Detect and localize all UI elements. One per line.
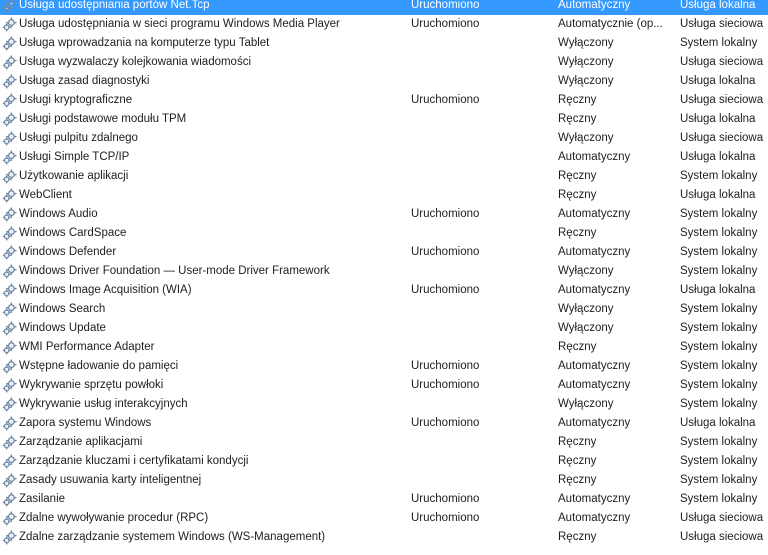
service-startup-type: Automatyczny (558, 512, 631, 524)
service-logon-as: System lokalny (680, 170, 758, 182)
service-startup-type: Automatyczny (558, 208, 631, 220)
service-startup-type: Ręczny (558, 455, 597, 467)
service-status: Uruchomiono (411, 379, 480, 391)
service-logon-as: Usługa sieciowa (680, 94, 764, 106)
service-row[interactable] (0, 414, 768, 433)
service-startup-type: Wyłączony (558, 132, 614, 144)
service-name: Zarządzanie aplikacjami (19, 436, 143, 448)
service-logon-as: Usługa lokalna (680, 189, 756, 201)
service-name: Wykrywanie usług interakcyjnych (19, 398, 188, 410)
service-startup-type: Automatyczny (558, 360, 631, 372)
service-row[interactable] (0, 528, 768, 547)
service-logon-as: System lokalny (680, 303, 758, 315)
service-logon-as: Usługa sieciowa (680, 531, 764, 543)
service-name: Zdalne wywoływanie procedur (RPC) (19, 512, 209, 524)
service-name: Usługa zasad diagnostyki (19, 75, 150, 87)
service-row[interactable] (0, 129, 768, 148)
service-startup-type: Wyłączony (558, 398, 614, 410)
gears-icon (2, 302, 17, 317)
service-startup-type: Ręczny (558, 227, 597, 239)
service-logon-as: System lokalny (680, 379, 758, 391)
service-startup-type: Wyłączony (558, 322, 614, 334)
service-name: Windows Driver Foundation — User-mode Driver Framework (19, 265, 330, 277)
service-row[interactable] (0, 34, 768, 53)
service-name: Usługi Simple TCP/IP (19, 151, 130, 163)
service-logon-as: System lokalny (680, 398, 758, 410)
service-name: Wstępne ładowanie do pamięci (19, 360, 179, 372)
service-startup-type: Automatycznie (op... (558, 18, 663, 30)
service-startup-type: Wyłączony (558, 265, 614, 277)
gears-icon (2, 397, 17, 412)
service-logon-as: System lokalny (680, 208, 758, 220)
gears-icon (2, 226, 17, 241)
gears-icon (2, 378, 17, 393)
service-startup-type: Automatyczny (558, 417, 631, 429)
gears-icon (2, 283, 17, 298)
gears-icon (2, 74, 17, 89)
service-startup-type: Automatyczny (558, 151, 631, 163)
service-startup-type: Ręczny (558, 436, 597, 448)
service-name: Usługi pulpitu zdalnego (19, 132, 138, 144)
service-row[interactable] (0, 167, 768, 186)
service-name: Zarządzanie kluczami i certyfikatami kondycji (19, 455, 249, 467)
service-row[interactable] (0, 205, 768, 224)
service-row[interactable] (0, 395, 768, 414)
service-name: Zdalne zarządzanie systemem Windows (WS-Management) (19, 531, 326, 543)
service-row[interactable] (0, 15, 768, 34)
service-row[interactable] (0, 243, 768, 262)
service-row[interactable] (0, 490, 768, 509)
service-status: Uruchomiono (411, 94, 480, 106)
service-name: Windows Defender (19, 246, 117, 258)
service-logon-as: Usługa lokalna (680, 151, 756, 163)
gears-icon (2, 0, 17, 13)
service-row[interactable] (0, 262, 768, 281)
gears-icon (2, 150, 17, 165)
service-logon-as: System lokalny (680, 227, 758, 239)
service-row[interactable] (0, 471, 768, 490)
service-name: Zapora systemu Windows (19, 417, 152, 429)
service-logon-as: Usługa sieciowa (680, 18, 764, 30)
service-row[interactable] (0, 110, 768, 129)
service-status: Uruchomiono (411, 360, 480, 372)
service-name: Windows CardSpace (19, 227, 127, 239)
service-status: Uruchomiono (411, 0, 480, 11)
gears-icon (2, 340, 17, 355)
gears-icon (2, 435, 17, 450)
gears-icon (2, 207, 17, 222)
service-status: Uruchomiono (411, 512, 480, 524)
service-name: Usługa wyzwalaczy kolejkowania wiadomości (19, 56, 252, 68)
service-row[interactable] (0, 72, 768, 91)
service-status: Uruchomiono (411, 417, 480, 429)
service-row[interactable] (0, 91, 768, 110)
service-logon-as: System lokalny (680, 360, 758, 372)
service-status: Uruchomiono (411, 246, 480, 258)
service-name: Windows Audio (19, 208, 98, 220)
service-row[interactable] (0, 338, 768, 357)
gears-icon (2, 93, 17, 108)
gears-icon (2, 169, 17, 184)
gears-icon (2, 321, 17, 336)
service-name: Wykrywanie sprzętu powłoki (19, 379, 164, 391)
gears-icon (2, 454, 17, 469)
service-name: Usługa wprowadzania na komputerze typu Tablet (19, 37, 270, 49)
service-logon-as: System lokalny (680, 37, 758, 49)
service-name: Usługa udostępniania w sieci programu Windows Media Player (19, 18, 340, 30)
service-row[interactable] (0, 186, 768, 205)
service-name: Usługi podstawowe modułu TPM (19, 113, 187, 125)
service-startup-type: Automatyczny (558, 284, 631, 296)
service-name: Usługi kryptograficzne (19, 94, 133, 106)
gears-icon (2, 359, 17, 374)
service-name: WMI Performance Adapter (19, 341, 155, 353)
service-status: Uruchomiono (411, 493, 480, 505)
service-logon-as: Usługa sieciowa (680, 132, 764, 144)
service-row[interactable] (0, 357, 768, 376)
gears-icon (2, 416, 17, 431)
service-name: Usługa udostępniania portów Net.Tcp (19, 0, 210, 11)
service-startup-type: Ręczny (558, 531, 597, 543)
gears-icon (2, 131, 17, 146)
service-row[interactable] (0, 148, 768, 167)
service-logon-as: System lokalny (680, 474, 758, 486)
gears-icon (2, 55, 17, 70)
service-name: WebClient (19, 189, 72, 201)
service-logon-as: Usługa lokalna (680, 284, 756, 296)
service-startup-type: Automatyczny (558, 246, 631, 258)
service-row[interactable] (0, 433, 768, 452)
service-logon-as: Usługa sieciowa (680, 56, 764, 68)
service-status: Uruchomiono (411, 208, 480, 220)
service-logon-as: Usługa lokalna (680, 0, 756, 11)
service-status: Uruchomiono (411, 18, 480, 30)
service-name: Windows Image Acquisition (WIA) (19, 284, 192, 296)
gears-icon (2, 530, 17, 545)
service-startup-type: Wyłączony (558, 303, 614, 315)
service-name: Windows Update (19, 322, 106, 334)
service-name: Zasilanie (19, 493, 66, 505)
gears-icon (2, 473, 17, 488)
service-logon-as: System lokalny (680, 322, 758, 334)
gears-icon (2, 245, 17, 260)
service-status: Uruchomiono (411, 284, 480, 296)
service-startup-type: Automatyczny (558, 493, 631, 505)
service-startup-type: Wyłączony (558, 37, 614, 49)
service-startup-type: Ręczny (558, 341, 597, 353)
service-row[interactable] (0, 0, 768, 15)
service-name: Użytkowanie aplikacji (19, 170, 129, 182)
service-startup-type: Ręczny (558, 474, 597, 486)
service-logon-as: System lokalny (680, 265, 758, 277)
service-row[interactable] (0, 509, 768, 528)
service-row[interactable] (0, 319, 768, 338)
gears-icon (2, 112, 17, 127)
service-logon-as: Usługa lokalna (680, 113, 756, 125)
service-startup-type: Ręczny (558, 189, 597, 201)
service-logon-as: Usługa lokalna (680, 417, 756, 429)
gears-icon (2, 17, 17, 32)
service-logon-as: Usługa lokalna (680, 75, 756, 87)
gears-icon (2, 511, 17, 526)
service-row[interactable] (0, 452, 768, 471)
gears-icon (2, 36, 17, 51)
service-name: Windows Search (19, 303, 106, 315)
service-logon-as: Usługa sieciowa (680, 512, 764, 524)
service-logon-as: System lokalny (680, 436, 758, 448)
service-name: Zasady usuwania karty inteligentnej (19, 474, 202, 486)
service-row[interactable] (0, 300, 768, 319)
service-startup-type: Automatyczny (558, 379, 631, 391)
service-row[interactable] (0, 224, 768, 243)
service-startup-type: Wyłączony (558, 56, 614, 68)
gears-icon (2, 264, 17, 279)
service-logon-as: System lokalny (680, 341, 758, 353)
service-startup-type: Ręczny (558, 94, 597, 106)
gears-icon (2, 492, 17, 507)
service-logon-as: System lokalny (680, 246, 758, 258)
service-logon-as: System lokalny (680, 493, 758, 505)
service-row[interactable] (0, 53, 768, 72)
service-logon-as: System lokalny (680, 455, 758, 467)
service-startup-type: Wyłączony (558, 75, 614, 87)
gears-icon (2, 188, 17, 203)
service-row[interactable] (0, 376, 768, 395)
service-startup-type: Ręczny (558, 170, 597, 182)
service-startup-type: Automatyczny (558, 0, 631, 11)
service-row[interactable] (0, 281, 768, 300)
service-startup-type: Ręczny (558, 113, 597, 125)
